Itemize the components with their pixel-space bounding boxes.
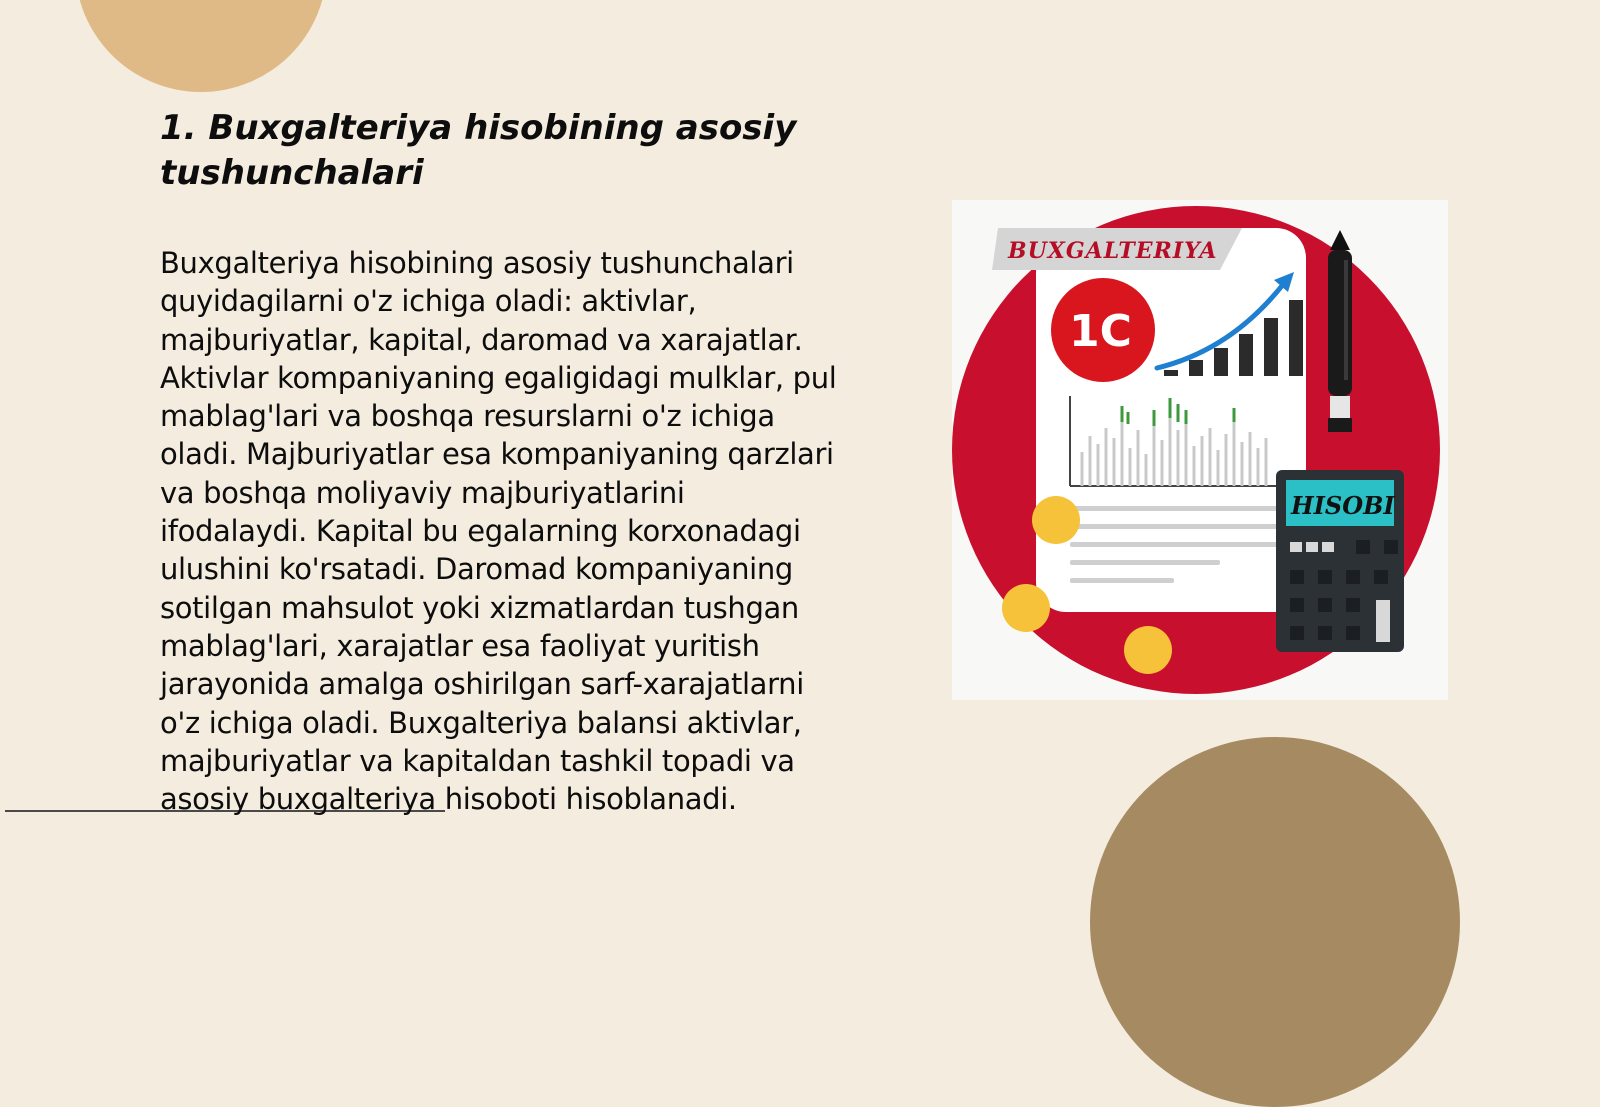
illustration-svg [952,200,1448,700]
calculator-icon [1276,470,1404,652]
pen-icon [1328,230,1352,432]
accounting-illustration [952,200,1448,700]
calculator-screen-text: HISOBI [1291,491,1395,520]
coin-icon [1124,626,1172,674]
coin-icon [1032,496,1080,544]
logo-1c-text: 1C [1069,306,1132,357]
slide-body-text: Buxgalteriya hisobining asosiy tushunchalari quyidagilarni o'z ichiga oladi: aktivlar, majburiyatlar, kapital, daromad va xarajatlar. Aktivlar kompaniyaning egaligidagi mulklar, pul mablag'lari va boshqa resurslarni o'z ichiga oladi. Majburiyatlar esa kompaniyaning qarzlari va boshqa moliyaviy majburiyatlarini ifodalaydi. Kapital bu egalarning korxonadagi ulushini ko'rsatadi. Daromad kompaniyaning sotilgan mahsulot yoki xizmatlardan tushgan mablag'lari, xarajatlar esa faoliyat yuritish jarayonida amalga oshirilgan sarf-xarajatlarni o'z ichiga oladi. Buxgalteriya balansi aktivlar, majburiyatlar va kapitaldan tashkil topadi va asosiy buxgalteriya hisoboti hisoblanadi. [160,246,837,817]
banner-text: BUXGALTERIYA [1008,238,1218,264]
decorative-circle-bottom [1090,737,1460,1107]
slide-title: 1. Buxgalteriya hisobining asosiy tushunchalari [160,108,797,193]
coin-icon [1002,584,1050,632]
decorative-circle-top [75,0,327,92]
